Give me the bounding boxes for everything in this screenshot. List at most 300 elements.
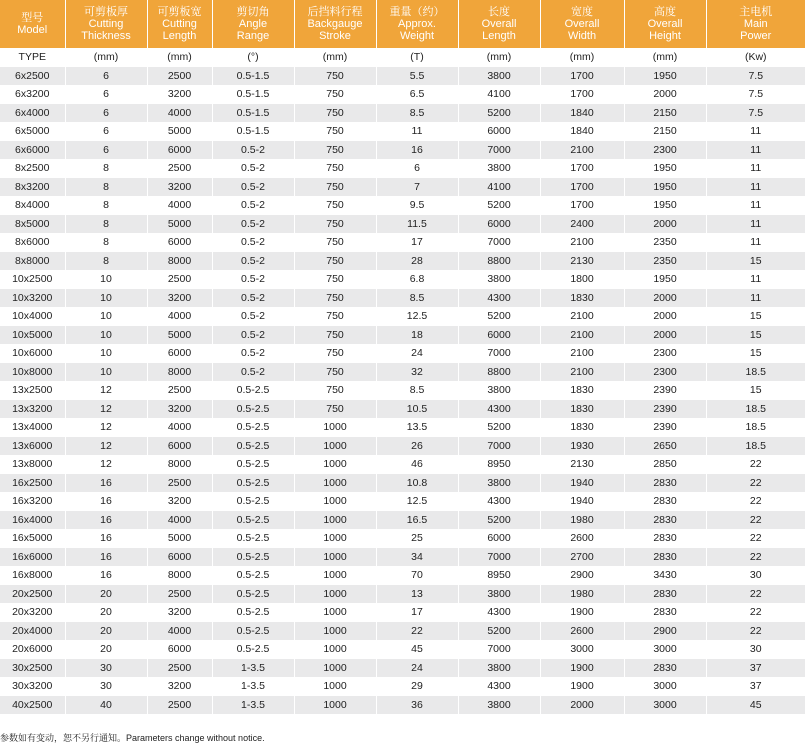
table-cell: 1700	[540, 159, 624, 178]
table-row	[0, 196, 805, 215]
table-cell: 10	[65, 363, 147, 382]
table-cell: 1000	[294, 659, 376, 678]
table-row	[0, 178, 805, 197]
table-cell: 6.5	[376, 85, 458, 104]
header-label-en2: Thickness	[81, 30, 131, 42]
table-cell: 22	[706, 492, 805, 511]
table-row	[0, 289, 805, 308]
table-row	[0, 326, 805, 345]
table-cell: 2130	[540, 455, 624, 474]
table-cell: 20	[65, 603, 147, 622]
table-cell: 3200	[147, 400, 212, 419]
table-row	[0, 400, 805, 419]
table-cell: 6	[376, 159, 458, 178]
units-row	[0, 48, 805, 67]
header-label-en1: Angle	[238, 18, 268, 30]
header-label-en2: Weight	[399, 30, 435, 42]
table-cell: 1000	[294, 622, 376, 641]
header-label-en2: Stroke	[319, 30, 351, 42]
table-cell: 12.5	[376, 307, 458, 326]
table-cell: 1000	[294, 529, 376, 548]
table-cell: 13x8000	[0, 455, 65, 474]
table-cell: 7000	[458, 141, 540, 160]
table-cell: 2390	[624, 400, 706, 419]
table-cell: 2830	[624, 548, 706, 567]
table-cell: 1000	[294, 603, 376, 622]
table-cell: 750	[294, 215, 376, 234]
table-cell: 3000	[540, 640, 624, 659]
table-cell: 1000	[294, 492, 376, 511]
table-cell: 2830	[624, 603, 706, 622]
table-cell: 2500	[147, 696, 212, 715]
table-cell: 2400	[540, 215, 624, 234]
table-cell: 750	[294, 252, 376, 271]
table-cell: 2700	[540, 548, 624, 567]
table-cell: 1000	[294, 437, 376, 456]
table-cell: 16	[65, 566, 147, 585]
table-cell: 16	[65, 474, 147, 493]
table-cell: 46	[376, 455, 458, 474]
table-cell: 15	[706, 252, 805, 271]
table-cell: 16x4000	[0, 511, 65, 530]
header-label-en2: Length	[162, 30, 197, 42]
table-cell: 15	[706, 326, 805, 345]
table-cell: 7000	[458, 344, 540, 363]
table-cell: 16	[65, 548, 147, 567]
unit-cell: (mm)	[65, 48, 147, 67]
table-row	[0, 381, 805, 400]
header-label-en1: Overall	[564, 18, 600, 30]
table-cell: 8000	[147, 566, 212, 585]
column-header	[458, 0, 540, 48]
table-cell: 1700	[540, 67, 624, 86]
table-cell: 1000	[294, 566, 376, 585]
table-cell: 0.5-2	[212, 326, 294, 345]
table-cell: 2500	[147, 474, 212, 493]
table-cell: 750	[294, 122, 376, 141]
table-cell: 16x3200	[0, 492, 65, 511]
table-cell: 24	[376, 659, 458, 678]
table-cell: 11	[376, 122, 458, 141]
header-label-en1: Model	[17, 24, 48, 36]
table-cell: 8950	[458, 566, 540, 585]
table-cell: 18.5	[706, 363, 805, 382]
table-cell: 20x3200	[0, 603, 65, 622]
table-cell: 2000	[624, 289, 706, 308]
table-row	[0, 677, 805, 696]
table-cell: 0.5-2	[212, 344, 294, 363]
header-label-en1: Overall	[647, 18, 683, 30]
table-cell: 15	[706, 381, 805, 400]
table-cell: 8x4000	[0, 196, 65, 215]
table-cell: 26	[376, 437, 458, 456]
table-cell: 3000	[624, 677, 706, 696]
table-cell: 4300	[458, 400, 540, 419]
table-row	[0, 85, 805, 104]
table-cell: 750	[294, 363, 376, 382]
table-cell: 6x3200	[0, 85, 65, 104]
table-cell: 6000	[147, 437, 212, 456]
table-cell: 8000	[147, 252, 212, 271]
table-cell: 3800	[458, 270, 540, 289]
table-cell: 1-3.5	[212, 696, 294, 715]
table-cell: 20	[65, 585, 147, 604]
table-cell: 8x3200	[0, 178, 65, 197]
table-cell: 6000	[458, 326, 540, 345]
table-row	[0, 122, 805, 141]
table-cell: 8000	[147, 455, 212, 474]
header-label-en2: Width	[567, 30, 597, 42]
table-cell: 2500	[147, 659, 212, 678]
table-cell: 0.5-1.5	[212, 85, 294, 104]
table-cell: 10	[65, 307, 147, 326]
table-cell: 4000	[147, 104, 212, 123]
table-cell: 0.5-2.5	[212, 622, 294, 641]
table-cell: 0.5-2.5	[212, 603, 294, 622]
header-label-en1: Backgauge	[307, 18, 363, 30]
table-body	[0, 48, 805, 714]
column-header	[212, 0, 294, 48]
table-cell: 11	[706, 178, 805, 197]
table-cell: 2350	[624, 233, 706, 252]
table-cell: 2000	[624, 326, 706, 345]
table-cell: 2500	[147, 67, 212, 86]
table-cell: 30	[65, 677, 147, 696]
table-cell: 3200	[147, 603, 212, 622]
table-cell: 20	[65, 622, 147, 641]
table-cell: 22	[706, 511, 805, 530]
table-cell: 11	[706, 233, 805, 252]
column-header	[65, 0, 147, 48]
table-cell: 5.5	[376, 67, 458, 86]
column-header	[706, 0, 805, 48]
header-label-cn: 可剪板厚	[84, 6, 128, 18]
table-cell: 5000	[147, 326, 212, 345]
table-cell: 1840	[540, 122, 624, 141]
header-label-cn: 重量（约）	[389, 6, 445, 18]
table-cell: 13x4000	[0, 418, 65, 437]
table-cell: 2500	[147, 159, 212, 178]
table-cell: 0.5-2	[212, 252, 294, 271]
table-row	[0, 141, 805, 160]
table-cell: 0.5-2	[212, 307, 294, 326]
table-cell: 750	[294, 104, 376, 123]
unit-cell: (mm)	[147, 48, 212, 67]
table-cell: 8950	[458, 455, 540, 474]
table-cell: 13.5	[376, 418, 458, 437]
table-cell: 30x3200	[0, 677, 65, 696]
table-cell: 1950	[624, 159, 706, 178]
table-cell: 16	[65, 529, 147, 548]
table-cell: 10.5	[376, 400, 458, 419]
table-row	[0, 474, 805, 493]
table-cell: 10	[65, 270, 147, 289]
table-row	[0, 233, 805, 252]
table-cell: 17	[376, 603, 458, 622]
table-cell: 6x6000	[0, 141, 65, 160]
table-cell: 2650	[624, 437, 706, 456]
table-cell: 0.5-2.5	[212, 474, 294, 493]
table-cell: 1840	[540, 104, 624, 123]
table-cell: 25	[376, 529, 458, 548]
table-cell: 40	[65, 696, 147, 715]
table-cell: 3200	[147, 289, 212, 308]
table-cell: 3800	[458, 159, 540, 178]
table-cell: 24	[376, 344, 458, 363]
header-label-cn: 高度	[654, 6, 676, 18]
table-cell: 2500	[147, 585, 212, 604]
table-cell: 40x2500	[0, 696, 65, 715]
table-cell: 12	[65, 400, 147, 419]
table-cell: 6000	[147, 640, 212, 659]
table-cell: 16.5	[376, 511, 458, 530]
table-cell: 5000	[147, 122, 212, 141]
table-cell: 750	[294, 196, 376, 215]
table-cell: 0.5-2.5	[212, 511, 294, 530]
table-cell: 0.5-2.5	[212, 418, 294, 437]
table-cell: 22	[706, 529, 805, 548]
table-cell: 8800	[458, 252, 540, 271]
table-cell: 8x2500	[0, 159, 65, 178]
table-cell: 15	[706, 307, 805, 326]
table-cell: 8800	[458, 363, 540, 382]
table-cell: 1-3.5	[212, 677, 294, 696]
table-cell: 3200	[147, 178, 212, 197]
table-cell: 1000	[294, 640, 376, 659]
table-cell: 0.5-2.5	[212, 455, 294, 474]
table-cell: 10x4000	[0, 307, 65, 326]
table-cell: 1940	[540, 492, 624, 511]
table-cell: 13x2500	[0, 381, 65, 400]
table-cell: 30	[65, 659, 147, 678]
table-cell: 70	[376, 566, 458, 585]
table-cell: 18.5	[706, 418, 805, 437]
table-cell: 6000	[458, 215, 540, 234]
table-cell: 3200	[147, 677, 212, 696]
table-cell: 4100	[458, 178, 540, 197]
table-cell: 11	[706, 196, 805, 215]
table-cell: 7.5	[706, 104, 805, 123]
table-cell: 0.5-1.5	[212, 67, 294, 86]
table-cell: 0.5-2	[212, 141, 294, 160]
table-cell: 22	[706, 548, 805, 567]
table-cell: 18.5	[706, 400, 805, 419]
table-cell: 6000	[147, 141, 212, 160]
table-cell: 1830	[540, 381, 624, 400]
table-cell: 20x4000	[0, 622, 65, 641]
table-cell: 2500	[147, 381, 212, 400]
table-cell: 11	[706, 159, 805, 178]
table-cell: 5000	[147, 529, 212, 548]
table-cell: 7000	[458, 640, 540, 659]
table-cell: 8x8000	[0, 252, 65, 271]
table-cell: 4000	[147, 307, 212, 326]
table-row	[0, 418, 805, 437]
table-cell: 5000	[147, 215, 212, 234]
table-row	[0, 492, 805, 511]
table-cell: 10x3200	[0, 289, 65, 308]
header-label-en1: Cutting	[88, 18, 124, 30]
table-cell: 20	[65, 640, 147, 659]
table-cell: 11.5	[376, 215, 458, 234]
header-label-en1: Main	[743, 18, 768, 30]
table-cell: 0.5-2	[212, 178, 294, 197]
table-cell: 7.5	[706, 85, 805, 104]
table-cell: 2900	[624, 622, 706, 641]
table-cell: 20x2500	[0, 585, 65, 604]
table-cell: 10	[65, 326, 147, 345]
table-cell: 0.5-2	[212, 196, 294, 215]
table-cell: 3000	[624, 696, 706, 715]
footnote: 参数如有变动，恕不另行通知。Parameters change without notice.	[0, 733, 265, 743]
table-cell: 2500	[147, 270, 212, 289]
table-cell: 1930	[540, 437, 624, 456]
table-cell: 3800	[458, 659, 540, 678]
table-cell: 22	[706, 585, 805, 604]
table-cell: 7000	[458, 548, 540, 567]
table-cell: 0.5-2.5	[212, 566, 294, 585]
table-cell: 16x6000	[0, 548, 65, 567]
table-cell: 0.5-2	[212, 233, 294, 252]
table-cell: 0.5-2.5	[212, 529, 294, 548]
table-cell: 22	[706, 603, 805, 622]
table-cell: 2850	[624, 455, 706, 474]
column-header	[294, 0, 376, 48]
table-cell: 8	[65, 178, 147, 197]
table-cell: 36	[376, 696, 458, 715]
table-row	[0, 252, 805, 271]
table-cell: 16	[65, 492, 147, 511]
table-cell: 1980	[540, 585, 624, 604]
table-cell: 10	[65, 344, 147, 363]
table-cell: 2130	[540, 252, 624, 271]
table-cell: 10x8000	[0, 363, 65, 382]
table-cell: 2150	[624, 104, 706, 123]
table-cell: 0.5-2.5	[212, 640, 294, 659]
table-cell: 32	[376, 363, 458, 382]
table-cell: 2000	[624, 307, 706, 326]
table-cell: 2100	[540, 326, 624, 345]
table-cell: 37	[706, 677, 805, 696]
table-cell: 2100	[540, 141, 624, 160]
table-cell: 11	[706, 122, 805, 141]
table-cell: 8.5	[376, 289, 458, 308]
table-row	[0, 511, 805, 530]
table-row	[0, 307, 805, 326]
table-cell: 4300	[458, 492, 540, 511]
table-row	[0, 622, 805, 641]
table-cell: 750	[294, 67, 376, 86]
table-cell: 7000	[458, 437, 540, 456]
table-cell: 1000	[294, 418, 376, 437]
table-cell: 2100	[540, 307, 624, 326]
table-cell: 1000	[294, 511, 376, 530]
table-cell: 15	[706, 344, 805, 363]
unit-cell: (mm)	[540, 48, 624, 67]
table-cell: 2000	[624, 85, 706, 104]
table-cell: 11	[706, 270, 805, 289]
table-cell: 22	[376, 622, 458, 641]
table-cell: 2100	[540, 233, 624, 252]
table-cell: 1000	[294, 696, 376, 715]
table-cell: 2150	[624, 122, 706, 141]
header-label-en2: Power	[740, 30, 772, 42]
table-cell: 750	[294, 289, 376, 308]
table-cell: 3000	[624, 640, 706, 659]
header-label-en2: Range	[236, 30, 270, 42]
table-cell: 4300	[458, 677, 540, 696]
table-cell: 0.5-2	[212, 159, 294, 178]
table-cell: 8	[65, 215, 147, 234]
table-cell: 12	[65, 418, 147, 437]
header-label-en1: Approx.	[398, 18, 436, 30]
table-cell: 12	[65, 437, 147, 456]
table-cell: 8	[65, 159, 147, 178]
table-cell: 8	[65, 252, 147, 271]
table-header	[0, 0, 805, 48]
table-row	[0, 159, 805, 178]
table-cell: 17	[376, 233, 458, 252]
table-cell: 750	[294, 326, 376, 345]
table-cell: 6000	[147, 548, 212, 567]
table-cell: 2600	[540, 622, 624, 641]
column-header	[0, 0, 65, 48]
table-cell: 12	[65, 381, 147, 400]
table-cell: 2900	[540, 566, 624, 585]
header-label-en2: Height	[649, 30, 681, 42]
table-cell: 37	[706, 659, 805, 678]
table-cell: 3800	[458, 381, 540, 400]
table-cell: 1-3.5	[212, 659, 294, 678]
table-cell: 16x8000	[0, 566, 65, 585]
table-cell: 2830	[624, 492, 706, 511]
table-cell: 0.5-2.5	[212, 585, 294, 604]
table-cell: 10	[65, 289, 147, 308]
table-cell: 1000	[294, 585, 376, 604]
header-row	[0, 0, 805, 48]
table-cell: 2100	[540, 344, 624, 363]
table-cell: 6	[65, 104, 147, 123]
table-row	[0, 529, 805, 548]
table-cell: 30	[706, 566, 805, 585]
table-cell: 750	[294, 178, 376, 197]
table-cell: 2000	[540, 696, 624, 715]
table-cell: 6000	[147, 233, 212, 252]
table-cell: 11	[706, 215, 805, 234]
table-cell: 2300	[624, 344, 706, 363]
table-cell: 6x5000	[0, 122, 65, 141]
table-cell: 1950	[624, 67, 706, 86]
unit-cell: (mm)	[458, 48, 540, 67]
table-cell: 1900	[540, 677, 624, 696]
unit-cell: TYPE	[0, 48, 65, 67]
table-cell: 8	[65, 196, 147, 215]
header-label-en1: Cutting	[162, 18, 197, 30]
table-cell: 0.5-2.5	[212, 548, 294, 567]
table-row	[0, 437, 805, 456]
table-cell: 18	[376, 326, 458, 345]
table-cell: 1700	[540, 85, 624, 104]
header-label-en2: Length	[482, 30, 516, 42]
table-cell: 0.5-2.5	[212, 400, 294, 419]
table-cell: 0.5-1.5	[212, 122, 294, 141]
table-cell: 4000	[147, 196, 212, 215]
table-cell: 30	[706, 640, 805, 659]
table-cell: 8.5	[376, 381, 458, 400]
table-cell: 750	[294, 344, 376, 363]
table-cell: 16	[65, 511, 147, 530]
header-label-cn: 长度	[488, 6, 510, 18]
